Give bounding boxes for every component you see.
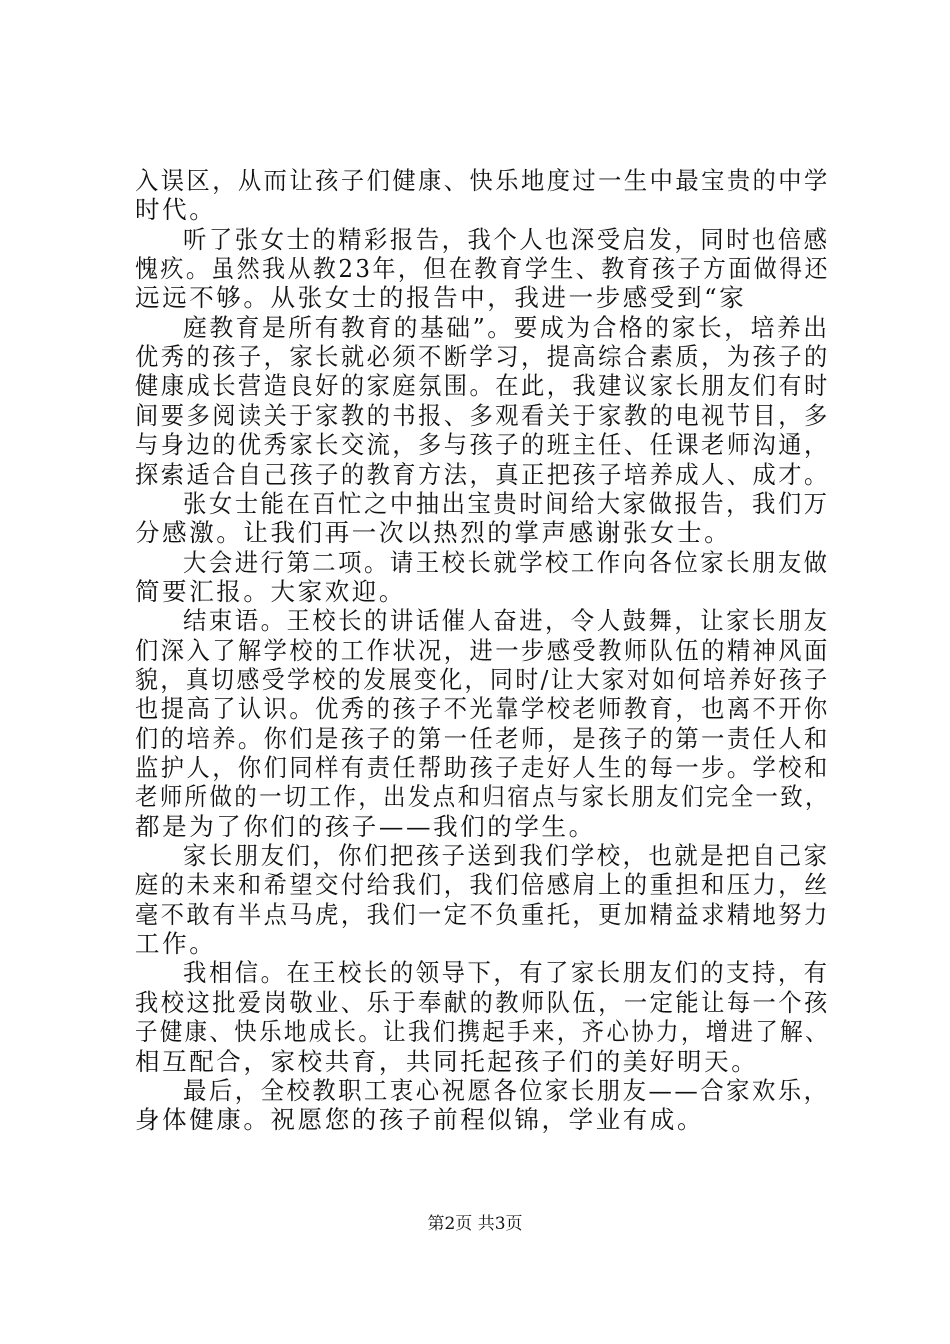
page-number-footer: 第2页 共3页 bbox=[427, 1214, 523, 1234]
text-line: 优秀的孩子，家长就必须不断学习，提高综合素质，为孩子的 bbox=[135, 342, 830, 372]
text-line: 听了张女士的精彩报告，我个人也深受启发，同时也倍感 bbox=[183, 224, 830, 254]
text-line: 监护人，你们同样有责任帮助孩子走好人生的每一步。学校和 bbox=[135, 753, 830, 782]
text-line: 远远不够。从张女士的报告中，我进一步感受到“家 bbox=[135, 283, 747, 313]
text-line: 分感激。让我们再一次以热烈的掌声感谢张女士。 bbox=[135, 518, 732, 548]
text-line: 大会进行第二项。请王校长就学校工作向各位家长朋友做 bbox=[183, 547, 830, 577]
text-line: 们的培养。你们是孩子的第一任老师，是孩子的第一责任人和 bbox=[135, 723, 830, 753]
text-line: 毫不敢有半点马虎，我们一定不负重托，更加精益求精地努力 bbox=[135, 899, 830, 929]
text-line: 简要汇报。大家欢迎。 bbox=[135, 576, 406, 606]
text-line: 愧疚。虽然我从教23年，但在教育学生、教育孩子方面做得还 bbox=[135, 254, 830, 284]
text-line: 家长朋友们，你们把孩子送到我们学校，也就是把自己家 bbox=[183, 841, 830, 871]
text-line: 探索适合自己孩子的教育方法，真正把孩子培养成人、成才。 bbox=[135, 459, 830, 489]
text-line: 貌，真切感受学校的发展变化，同时/让大家对如何培养好孩子 bbox=[135, 664, 830, 694]
text-line: 时代。 bbox=[135, 195, 217, 225]
text-line: 张女士能在百忙之中抽出宝贵时间给大家做报告，我们万 bbox=[183, 488, 830, 518]
text-line: 庭的未来和希望交付给我们，我们倍感肩上的重担和压力，丝 bbox=[135, 870, 830, 900]
text-line: 结束语。王校长的讲话催人奋进，令人鼓舞，让家长朋友 bbox=[183, 606, 830, 636]
text-line: 们深入了解学校的工作状况，进一步感受教师队伍的精神风面 bbox=[135, 635, 830, 665]
text-line: 工作。 bbox=[135, 929, 217, 959]
text-line: 老师所做的一切工作，出发点和归宿点与家长朋友们完全一致， bbox=[135, 782, 830, 812]
text-line: 我校这批爱岗敬业、乐于奉献的教师队伍，一定能让每一个孩 bbox=[135, 987, 830, 1017]
text-line: 入误区，从而让孩子们健康、快乐地度过一生中最宝贵的中学 bbox=[135, 166, 830, 195]
text-line: 身体健康。祝愿您的孩子前程似锦，学业有成。 bbox=[135, 1105, 705, 1135]
text-line: 我相信。在王校长的领导下，有了家长朋友们的支持，有 bbox=[183, 958, 830, 988]
text-line: 与身边的优秀家长交流，多与孩子的班主任、任课老师沟通， bbox=[135, 430, 830, 460]
text-line: 都是为了你们的孩子——我们的学生。 bbox=[135, 811, 596, 841]
text-line: 也提高了认识。优秀的孩子不光靠学校老师教育，也离不开你 bbox=[135, 694, 830, 724]
text-line: 最后，全校教职工衷心祝愿各位家长朋友——合家欢乐， bbox=[183, 1075, 830, 1105]
text-line: 健康成长营造良好的家庭氛围。在此，我建议家长朋友们有时 bbox=[135, 371, 830, 401]
text-line: 子健康、快乐地成长。让我们携起手来，齐心协力，增进了解、 bbox=[135, 1017, 830, 1047]
text-line: 相互配合，家校共育，共同托起孩子们的美好明天。 bbox=[135, 1046, 759, 1076]
text-line: 间要多阅读关于家教的书报、多观看关于家教的电视节目，多 bbox=[135, 400, 830, 430]
text-line: 庭教育是所有教育的基础”。要成为合格的家长，培养出 bbox=[183, 312, 830, 342]
